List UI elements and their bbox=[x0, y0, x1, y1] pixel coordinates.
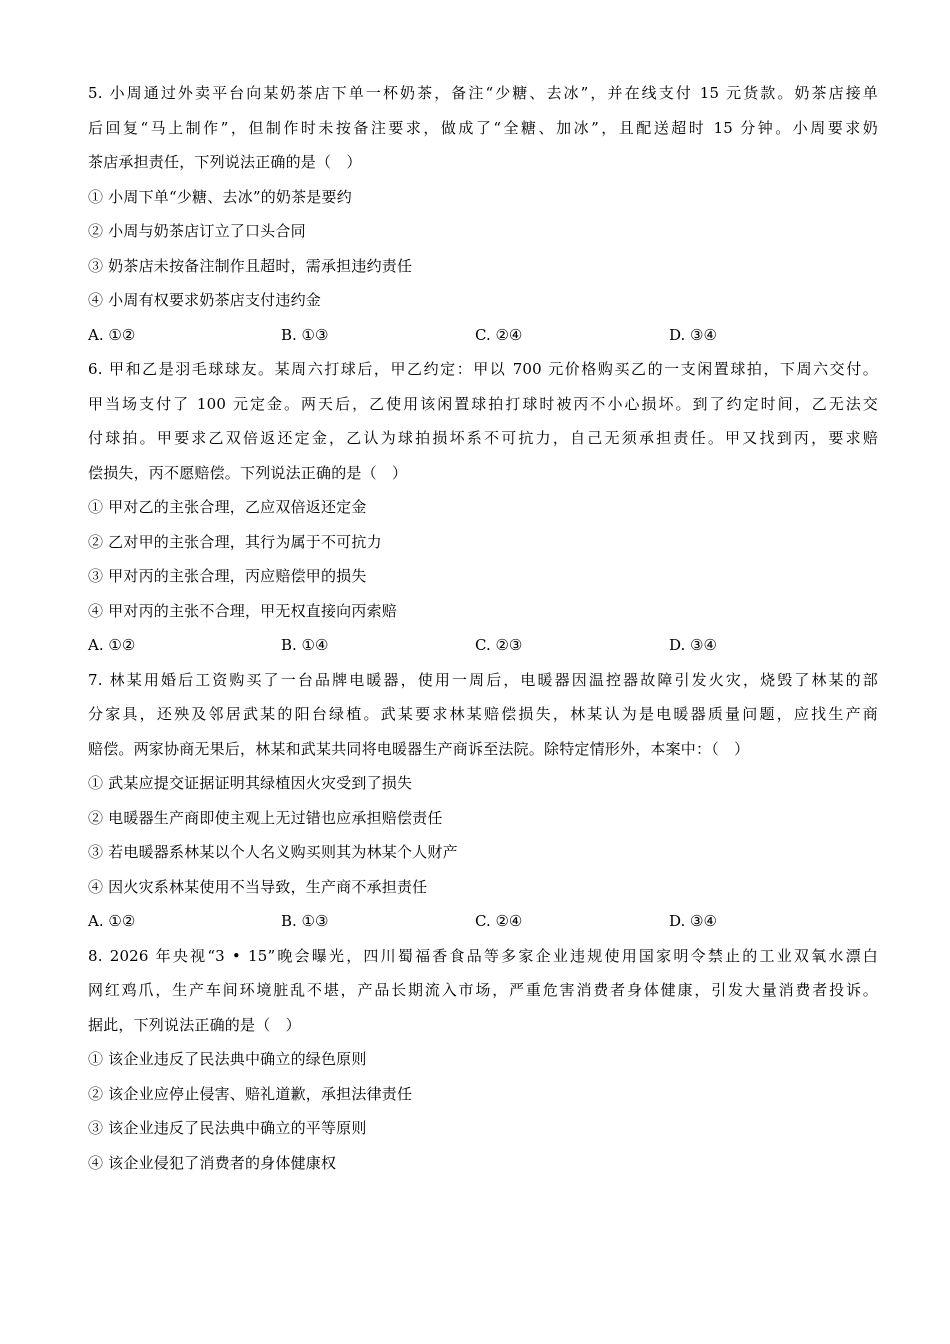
answer-options bbox=[88, 318, 878, 353]
statement-4: ④ 小周有权要求奶茶店支付违约金 bbox=[88, 291, 321, 309]
question-stem-line: 甲当场支付了 100 元定金。两天后，乙使用该闲置球拍打球时被丙不小心损坏。到了约定时间，乙无法交 bbox=[88, 394, 878, 413]
question-stem-line: 偿损失，丙不愿赔偿。下列说法正确的是（ ） bbox=[88, 463, 408, 482]
option-b[interactable]: B. ①③ bbox=[281, 912, 329, 930]
question-stem-line: 5. 小周通过外卖平台向某奶茶店下单一杯奶茶，备注“少糖、去冰”，并在线支付 15 元货款。奶茶店接单 bbox=[88, 84, 878, 102]
option-c[interactable]: C. ②④ bbox=[475, 912, 523, 930]
statement-1: ① 该企业违反了民法典中确立的绿色原则 bbox=[88, 1050, 367, 1068]
question-stem-line: 赔偿。两家协商无果后，林某和武某共同将电暖器生产商诉至法院。除特定情形外，本案中：（ ） bbox=[88, 739, 750, 758]
statement-1: ① 小周下单“少糖、去冰”的奶茶是要约 bbox=[88, 187, 352, 206]
question-stem-line: 6. 甲和乙是羽毛球球友。某周六打球后，甲乙约定：甲以 700 元价格购买乙的一支闲置球拍，下周六交付。 bbox=[88, 360, 878, 378]
question-stem-line: 8. 2026 年央视“3 • 15”晚会曝光，四川蜀福香食品等多家企业违规使用国家明令禁止的工业双氧水漂白 bbox=[88, 946, 878, 965]
question-5 bbox=[88, 76, 878, 352]
option-a[interactable]: A. ①② bbox=[88, 636, 136, 654]
question-stem-line: 分家具，还殃及邻居武某的阳台绿植。武某要求林某赔偿损失，林某认为是电暖器质量问题，应找生产商 bbox=[88, 705, 878, 723]
statement-1: ① 武某应提交证据证明其绿植因火灾受到了损失 bbox=[88, 774, 413, 792]
option-c[interactable]: C. ②④ bbox=[475, 325, 523, 344]
option-c[interactable]: C. ②③ bbox=[475, 636, 523, 654]
statement-3: ③ 该企业违反了民法典中确立的平等原则 bbox=[88, 1119, 367, 1137]
option-b[interactable]: B. ①④ bbox=[281, 636, 329, 654]
option-a[interactable]: A. ①② bbox=[88, 325, 136, 344]
question-stem-line: 据此，下列说法正确的是（ ） bbox=[88, 1015, 301, 1034]
option-d[interactable]: D. ③④ bbox=[669, 636, 717, 654]
question-stem-line: 7. 林某用婚后工资购买了一台品牌电暖器，使用一周后，电暖器因温控器故障引发火灾，烧毁了林某的部 bbox=[88, 670, 878, 689]
statement-3: ③ 甲对丙的主张合理，丙应赔偿甲的损失 bbox=[88, 567, 367, 585]
statement-4: ④ 甲对丙的主张不合理，甲无权直接向丙索赔 bbox=[88, 601, 397, 620]
question-stem-line: 网红鸡爪，生产车间环境脏乱不堪，产品长期流入市场，严重危害消费者身体健康，引发大量消费者投诉。 bbox=[88, 981, 878, 999]
answer-options bbox=[88, 904, 878, 939]
question-stem-line: 茶店承担责任，下列说法正确的是（ ） bbox=[88, 153, 362, 171]
statement-1: ① 甲对乙的主张合理，乙应双倍返还定金 bbox=[88, 498, 367, 516]
answer-options bbox=[88, 628, 878, 663]
statement-2: ② 电暖器生产商即使主观上无过错也应承担赔偿责任 bbox=[88, 808, 443, 827]
statement-4: ④ 该企业侵犯了消费者的身体健康权 bbox=[88, 1153, 337, 1172]
statement-2: ② 乙对甲的主张合理，其行为属于不可抗力 bbox=[88, 532, 382, 551]
statement-3: ③ 若电暖器系林某以个人名义购买则其为林某个人财产 bbox=[88, 843, 458, 861]
question-stem-line: 付球拍。甲要求乙双倍返还定金，乙认为球拍损坏系不可抗力，自己无须承担责任。甲又找到丙，要求赔 bbox=[88, 429, 878, 447]
question-stem-line: 后回复“马上制作”，但制作时未按备注要求，做成了“全糖、加冰”，且配送超时 15 分钟。小周要求奶 bbox=[88, 118, 878, 137]
question-8 bbox=[88, 939, 878, 1181]
question-7 bbox=[88, 663, 878, 939]
statement-2: ② 该企业应停止侵害、赔礼道歉，承担法律责任 bbox=[88, 1084, 413, 1103]
statement-4: ④ 因火灾系林某使用不当导致，生产商不承担责任 bbox=[88, 877, 428, 896]
option-d[interactable]: D. ③④ bbox=[669, 325, 717, 344]
statement-3: ③ 奶茶店未按备注制作且超时，需承担违约责任 bbox=[88, 256, 413, 275]
question-6 bbox=[88, 352, 878, 663]
statement-2: ② 小周与奶茶店订立了口头合同 bbox=[88, 222, 306, 240]
question-list bbox=[88, 76, 878, 1180]
option-d[interactable]: D. ③④ bbox=[669, 912, 717, 930]
option-a[interactable]: A. ①② bbox=[88, 912, 136, 930]
option-b[interactable]: B. ①③ bbox=[281, 325, 329, 344]
